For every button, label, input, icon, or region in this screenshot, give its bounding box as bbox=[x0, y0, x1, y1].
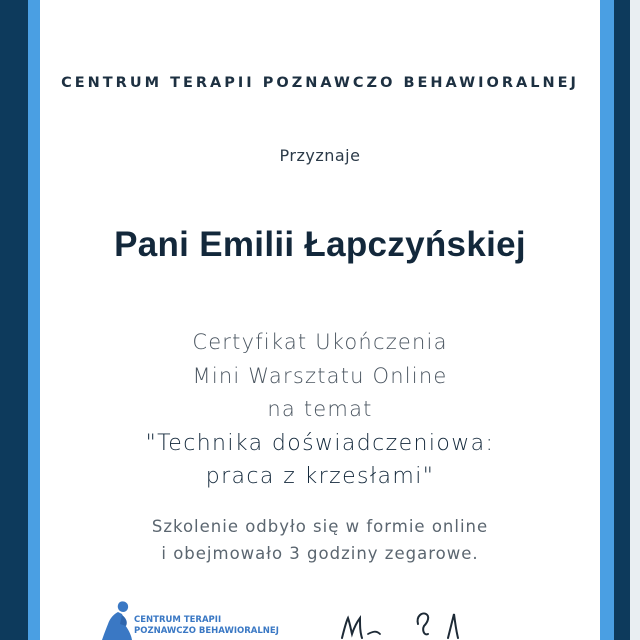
training-details bbox=[40, 513, 600, 567]
logo-text bbox=[134, 615, 279, 637]
footer-line-1: Szkolenie odbyło się w formie online bbox=[151, 517, 489, 536]
body-line-3: na temat bbox=[267, 397, 373, 421]
left-border-light bbox=[28, 0, 40, 640]
right-border-light bbox=[600, 0, 614, 640]
topic-line-2: praca z krzesłami" bbox=[205, 464, 435, 489]
footer-line-2: i obejmowało 3 godziny zegarowe. bbox=[161, 544, 479, 563]
organization-logo bbox=[96, 598, 316, 640]
body-line-2: Mini Warsztatu Online bbox=[192, 363, 448, 388]
signature-icon bbox=[338, 604, 498, 640]
topic-line-1: "Technika doświadczeniowa: bbox=[145, 430, 495, 456]
logo-line-1: CENTRUM TERAPII bbox=[134, 615, 222, 625]
certificate-content bbox=[40, 0, 600, 640]
thinker-figure-icon bbox=[96, 598, 134, 640]
intro-text: Przyznaje bbox=[279, 146, 361, 165]
certificate-body bbox=[40, 326, 600, 494]
organization-title: CENTRUM TERAPII POZNAWCZO BEHAWIORALNEJ bbox=[61, 75, 579, 91]
logo-line-2: POZNAWCZO BEHAWIORALNEJ bbox=[134, 626, 279, 636]
body-line-1: Certyfikat Ukończenia bbox=[192, 330, 448, 354]
recipient-name: Pani Emilii Łapczyńskiej bbox=[114, 225, 526, 264]
right-border-edge bbox=[630, 0, 640, 640]
